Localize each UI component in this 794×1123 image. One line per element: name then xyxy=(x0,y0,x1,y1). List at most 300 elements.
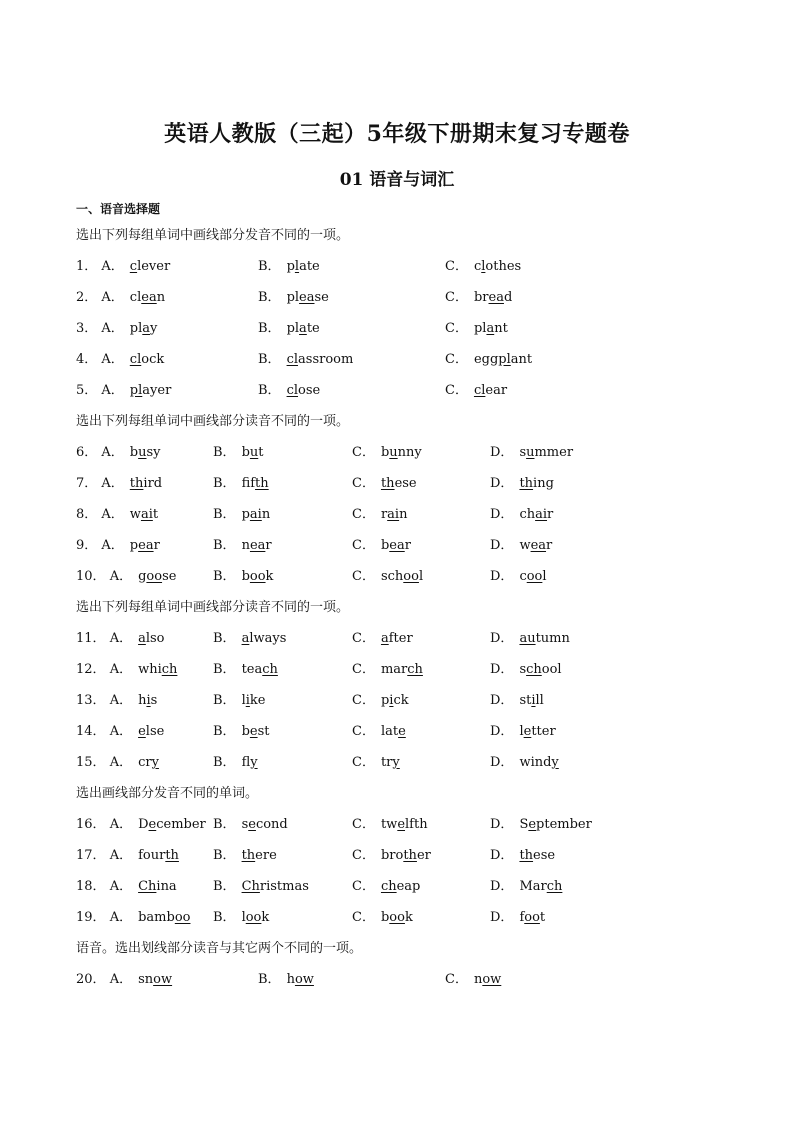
question-number: 16． xyxy=(76,817,110,832)
option-d xyxy=(490,747,559,778)
option-word: still xyxy=(519,693,544,708)
option-label: D． xyxy=(490,476,514,491)
option-b xyxy=(213,840,277,871)
option-a xyxy=(76,685,157,716)
question-row xyxy=(76,654,756,685)
option-b xyxy=(213,468,269,499)
option-a xyxy=(76,871,177,902)
underlined-letters: ch xyxy=(262,662,278,677)
option-word: rain xyxy=(380,507,408,522)
option-word: Christmas xyxy=(241,879,309,894)
underlined-letters: e xyxy=(148,817,157,832)
option-word: else xyxy=(138,724,165,739)
option-label: D． xyxy=(490,445,514,460)
underlined-letters: oo xyxy=(146,569,163,584)
option-word: clothes xyxy=(473,259,522,274)
option-word: fifth xyxy=(241,476,269,491)
option-word: fly xyxy=(241,755,258,770)
underlined-letters: ai xyxy=(387,507,400,522)
option-label: B． xyxy=(213,755,236,770)
option-c xyxy=(352,871,420,902)
group-instruction: 选出下列每组单词中画线部分发音不同的一项。 xyxy=(76,228,350,243)
underlined-letters: u xyxy=(526,445,535,460)
underlined-letters: y xyxy=(551,755,559,770)
option-c xyxy=(445,964,501,995)
option-word: classroom xyxy=(286,352,354,367)
option-a xyxy=(76,654,177,685)
underlined-letters: e xyxy=(249,724,258,739)
option-a xyxy=(76,747,159,778)
underlined-letters: u xyxy=(138,445,147,460)
option-label: A． xyxy=(101,445,124,460)
option-label: D． xyxy=(490,693,514,708)
underlined-letters: l xyxy=(481,259,486,274)
question-number: 20． xyxy=(76,972,110,987)
option-d xyxy=(490,902,545,933)
option-label: D． xyxy=(490,724,514,739)
option-word: bamboo xyxy=(138,910,191,925)
question-row xyxy=(76,840,756,871)
underlined-letters: e xyxy=(528,817,537,832)
underlined-letters: th xyxy=(165,848,179,863)
option-word: twelfth xyxy=(380,817,428,832)
option-word: wear xyxy=(519,538,553,553)
option-d xyxy=(490,468,554,499)
underlined-letters: a xyxy=(380,631,389,646)
underlined-letters: ow xyxy=(153,972,173,987)
option-word: foot xyxy=(519,910,546,925)
option-d xyxy=(490,561,547,592)
option-word: close xyxy=(286,383,321,398)
question-row xyxy=(76,623,756,654)
option-word: pain xyxy=(241,507,271,522)
option-a xyxy=(76,716,164,747)
underlined-letters: oo xyxy=(174,910,191,925)
underlined-letters: au xyxy=(519,631,536,646)
option-label: A． xyxy=(109,817,133,832)
option-word: bear xyxy=(380,538,411,553)
underlined-letters: pl xyxy=(129,383,143,398)
group-instruction: 语音。选出划线部分读音与其它两个不同的一项。 xyxy=(76,941,363,956)
option-b xyxy=(213,530,272,561)
underlined-letters: cl xyxy=(286,383,299,398)
option-label: D． xyxy=(490,910,514,925)
underlined-letters: i xyxy=(389,693,394,708)
underlined-letters: ea xyxy=(530,538,547,553)
option-label: C． xyxy=(352,848,375,863)
option-a xyxy=(76,375,171,406)
option-a xyxy=(76,468,162,499)
page-title: 英语人教版（三起）5年级下册期末复习专题卷 xyxy=(164,121,630,147)
option-d xyxy=(490,840,555,871)
option-a xyxy=(76,840,179,871)
option-word: clock xyxy=(129,352,165,367)
underlined-letters: ch xyxy=(161,662,178,677)
option-word: cool xyxy=(519,569,547,584)
underlined-letters: th xyxy=(380,476,395,491)
option-word: pear xyxy=(129,538,160,553)
option-word: autumn xyxy=(519,631,570,646)
option-word: near xyxy=(241,538,272,553)
question-row xyxy=(76,282,756,313)
question-number: 5． xyxy=(76,383,102,398)
option-word: book xyxy=(380,910,413,925)
option-label: B． xyxy=(213,848,236,863)
underlined-letters: e xyxy=(248,817,256,832)
question-row xyxy=(76,344,756,375)
question-number: 9． xyxy=(76,538,102,553)
underlined-letters: ch xyxy=(407,662,423,677)
option-label: A． xyxy=(109,910,133,925)
question-row xyxy=(76,716,756,747)
page-subtitle: 01 语音与词汇 xyxy=(339,170,455,190)
underlined-letters: y xyxy=(250,755,258,770)
question-number: 17． xyxy=(76,848,110,863)
option-label: D． xyxy=(490,755,514,770)
underlined-letters: u xyxy=(249,445,259,460)
option-b xyxy=(213,561,273,592)
option-label: D． xyxy=(490,848,514,863)
question-list xyxy=(76,220,756,995)
option-word: these xyxy=(519,848,556,863)
option-label: D． xyxy=(490,879,514,894)
option-word: goose xyxy=(138,569,177,584)
underlined-letters: a xyxy=(142,321,151,336)
option-label: A． xyxy=(101,259,124,274)
underlined-letters: th xyxy=(255,476,269,491)
option-label: D． xyxy=(490,507,514,522)
option-c xyxy=(445,282,512,313)
option-d xyxy=(490,654,562,685)
option-a xyxy=(76,530,160,561)
option-d xyxy=(490,499,553,530)
question-number: 11． xyxy=(76,631,110,646)
option-label: B． xyxy=(258,290,281,305)
option-c xyxy=(352,902,413,933)
group-instruction: 选出画线部分发音不同的单词。 xyxy=(76,786,259,801)
underlined-letters: ch xyxy=(526,662,542,677)
underlined-letters: u xyxy=(389,445,398,460)
underlined-letters: Ch xyxy=(241,879,260,894)
underlined-letters: ch xyxy=(380,879,397,894)
option-word: plant xyxy=(473,321,508,336)
option-label: C． xyxy=(352,662,375,677)
option-c xyxy=(352,437,422,468)
option-word: like xyxy=(241,693,266,708)
option-a xyxy=(76,902,190,933)
option-label: B． xyxy=(213,693,236,708)
option-word: how xyxy=(286,972,314,987)
option-label: C． xyxy=(352,817,375,832)
group-instruction: 选出下列每组单词中画线部分读音不同的一项。 xyxy=(76,600,350,615)
option-b xyxy=(213,809,288,840)
option-word: bunny xyxy=(380,445,422,460)
underlined-letters: ai xyxy=(249,507,262,522)
option-label: C． xyxy=(352,879,375,894)
option-b xyxy=(258,251,320,282)
underlined-letters: ea xyxy=(249,538,266,553)
option-c xyxy=(352,468,417,499)
option-label: D． xyxy=(490,631,514,646)
option-label: B． xyxy=(213,662,236,677)
option-word: plate xyxy=(286,321,320,336)
question-row xyxy=(76,468,756,499)
option-word: late xyxy=(380,724,406,739)
underlined-letters: cl xyxy=(286,352,299,367)
option-label: C． xyxy=(352,755,375,770)
option-word: chair xyxy=(519,507,554,522)
option-d xyxy=(490,437,573,468)
option-label: C． xyxy=(352,693,375,708)
option-label: A． xyxy=(109,755,133,770)
underlined-letters: ea xyxy=(488,290,504,305)
option-label: C． xyxy=(352,724,375,739)
question-row xyxy=(76,375,756,406)
option-word: but xyxy=(241,445,264,460)
option-label: A． xyxy=(101,290,124,305)
option-label: B． xyxy=(213,724,236,739)
underlined-letters: cl xyxy=(473,383,486,398)
underlined-letters: oo xyxy=(524,910,540,925)
option-b xyxy=(213,685,265,716)
option-label: C． xyxy=(352,538,375,553)
option-a xyxy=(76,251,170,282)
option-label: B． xyxy=(213,507,236,522)
option-label: B． xyxy=(213,569,236,584)
option-label: B． xyxy=(258,259,281,274)
option-word: school xyxy=(380,569,424,584)
option-label: A． xyxy=(101,321,124,336)
option-c xyxy=(352,685,409,716)
option-label: B． xyxy=(213,879,236,894)
question-row xyxy=(76,313,756,344)
underlined-letters: th xyxy=(403,848,417,863)
option-label: C． xyxy=(352,569,375,584)
option-label: C． xyxy=(445,290,468,305)
option-label: D． xyxy=(490,569,514,584)
underlined-letters: y xyxy=(392,755,400,770)
option-word: clean xyxy=(129,290,166,305)
option-a xyxy=(76,282,165,313)
option-b xyxy=(258,282,329,313)
option-word: there xyxy=(241,848,277,863)
option-label: A． xyxy=(109,972,133,987)
option-word: these xyxy=(380,476,417,491)
option-word: best xyxy=(241,724,270,739)
option-label: D． xyxy=(490,817,514,832)
option-word: school xyxy=(519,662,562,677)
option-a xyxy=(76,344,164,375)
option-word: summer xyxy=(519,445,574,460)
section-heading: 一、语音选择题 xyxy=(76,202,161,216)
option-b xyxy=(213,623,286,654)
option-word: snow xyxy=(138,972,173,987)
option-b xyxy=(258,964,314,995)
option-c xyxy=(352,840,431,871)
underlined-letters: ow xyxy=(482,972,502,987)
question-number: 2． xyxy=(76,290,102,305)
option-label: B． xyxy=(213,817,236,832)
option-a xyxy=(76,623,165,654)
option-word: thing xyxy=(519,476,554,491)
option-a xyxy=(76,313,157,344)
question-number: 15． xyxy=(76,755,110,770)
option-word: player xyxy=(129,383,172,398)
option-label: C． xyxy=(352,910,375,925)
option-word: cheap xyxy=(380,879,421,894)
option-word: third xyxy=(129,476,163,491)
option-word: clear xyxy=(473,383,508,398)
question-row xyxy=(76,964,756,995)
option-label: A． xyxy=(109,879,133,894)
underlined-letters: e xyxy=(397,817,406,832)
option-word: pick xyxy=(380,693,409,708)
option-word: play xyxy=(129,321,158,336)
option-word: after xyxy=(380,631,413,646)
underlined-letters: th xyxy=(519,848,534,863)
option-c xyxy=(445,251,521,282)
option-label: B． xyxy=(213,631,236,646)
question-number: 19． xyxy=(76,910,110,925)
question-number: 13． xyxy=(76,693,110,708)
underlined-letters: oo xyxy=(389,910,405,925)
option-label: A． xyxy=(109,662,133,677)
option-b xyxy=(258,313,320,344)
option-d xyxy=(490,685,544,716)
option-label: A． xyxy=(101,476,124,491)
option-a xyxy=(76,437,161,468)
underlined-letters: i xyxy=(146,693,151,708)
underlined-letters: i xyxy=(531,693,536,708)
underlined-letters: a xyxy=(138,631,146,646)
option-b xyxy=(213,747,258,778)
underlined-letters: e xyxy=(523,724,532,739)
option-label: C． xyxy=(445,259,468,274)
question-number: 8． xyxy=(76,507,102,522)
option-word: eggplant xyxy=(473,352,533,367)
option-word: China xyxy=(138,879,177,894)
option-c xyxy=(352,561,423,592)
option-label: C． xyxy=(352,507,375,522)
option-b xyxy=(213,654,278,685)
underlined-letters: c xyxy=(129,259,138,274)
underlined-letters: ea xyxy=(389,538,405,553)
option-word: please xyxy=(286,290,329,305)
underlined-letters: cl xyxy=(129,352,142,367)
question-row xyxy=(76,499,756,530)
option-word: clever xyxy=(129,259,171,274)
underlined-letters: oo xyxy=(526,569,543,584)
question-number: 14． xyxy=(76,724,110,739)
option-label: A． xyxy=(109,848,133,863)
option-label: C． xyxy=(445,352,468,367)
option-b xyxy=(213,437,264,468)
question-row xyxy=(76,809,756,840)
option-c xyxy=(352,654,423,685)
option-a xyxy=(76,964,172,995)
option-word: December xyxy=(138,817,206,832)
group-instruction: 选出下列每组单词中画线部分读音不同的一项。 xyxy=(76,414,350,429)
option-c xyxy=(352,499,407,530)
underlined-letters: th xyxy=(129,476,144,491)
option-label: A． xyxy=(109,631,133,646)
option-d xyxy=(490,623,570,654)
option-word: second xyxy=(241,817,288,832)
option-label: A． xyxy=(109,724,133,739)
underlined-letters: a xyxy=(486,321,495,336)
option-word: busy xyxy=(129,445,161,460)
option-c xyxy=(352,530,411,561)
option-b xyxy=(213,902,269,933)
option-label: C． xyxy=(445,321,468,336)
option-label: B． xyxy=(258,321,281,336)
option-label: A． xyxy=(101,383,124,398)
option-label: B． xyxy=(258,383,281,398)
option-a xyxy=(76,499,158,530)
option-label: D． xyxy=(490,662,514,677)
option-b xyxy=(258,375,320,406)
option-word: book xyxy=(241,569,274,584)
option-label: B． xyxy=(213,538,236,553)
option-label: C． xyxy=(352,631,375,646)
question-row xyxy=(76,685,756,716)
option-label: B． xyxy=(258,352,281,367)
underlined-letters: ea xyxy=(141,290,157,305)
question-row xyxy=(76,902,756,933)
question-number: 3． xyxy=(76,321,102,336)
option-label: C． xyxy=(352,445,375,460)
question-row xyxy=(76,561,756,592)
option-c xyxy=(445,344,532,375)
option-word: September xyxy=(519,817,592,832)
option-word: also xyxy=(138,631,165,646)
option-d xyxy=(490,871,562,902)
underlined-letters: e xyxy=(138,724,146,739)
underlined-letters: pl xyxy=(498,352,511,367)
underlined-letters: oo xyxy=(403,569,419,584)
option-word: teach xyxy=(241,662,278,677)
option-word: always xyxy=(241,631,287,646)
option-word: bread xyxy=(473,290,513,305)
question-row xyxy=(76,871,756,902)
option-a xyxy=(76,561,176,592)
option-word: fourth xyxy=(138,848,179,863)
option-word: plate xyxy=(286,259,320,274)
option-c xyxy=(352,809,428,840)
option-d xyxy=(490,530,552,561)
option-c xyxy=(352,716,406,747)
underlined-letters: ai xyxy=(535,507,548,522)
option-label: B． xyxy=(213,445,236,460)
question-row xyxy=(76,251,756,282)
underlined-letters: oo xyxy=(249,569,266,584)
option-b xyxy=(213,871,309,902)
question-row xyxy=(76,747,756,778)
option-label: A． xyxy=(101,538,124,553)
question-number: 10． xyxy=(76,569,110,584)
underlined-letters: oo xyxy=(245,910,262,925)
option-label: A． xyxy=(101,507,124,522)
underlined-letters: th xyxy=(519,476,534,491)
option-c xyxy=(352,747,400,778)
option-word: try xyxy=(380,755,400,770)
question-number: 18． xyxy=(76,879,110,894)
option-label: C． xyxy=(445,972,468,987)
question-number: 6． xyxy=(76,445,102,460)
option-word: his xyxy=(138,693,158,708)
option-b xyxy=(213,499,270,530)
option-label: C． xyxy=(445,383,468,398)
